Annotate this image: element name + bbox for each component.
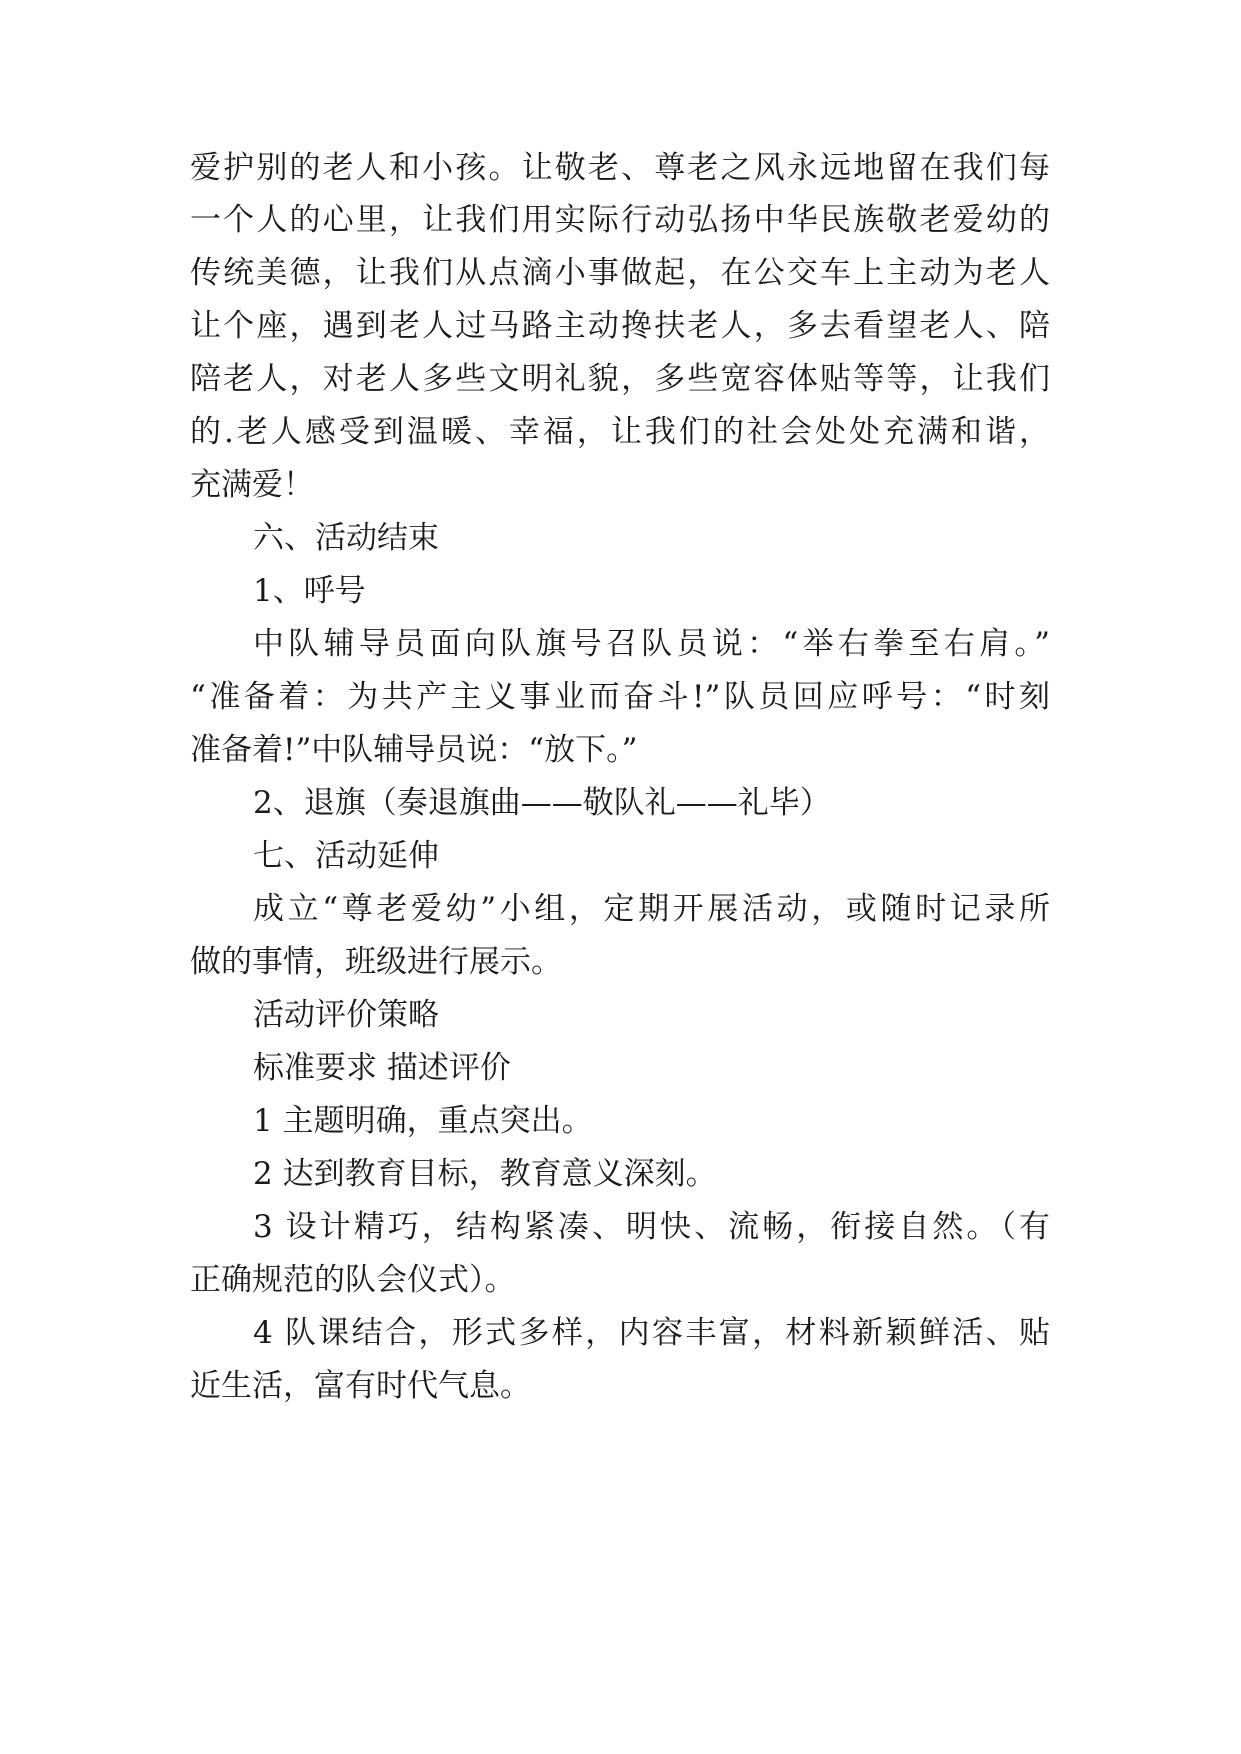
subsection-heading: 1、呼号 <box>253 573 366 609</box>
table-header-line: 标准要求 描述评价 <box>253 1050 511 1086</box>
criteria-item: 2 达到教育目标，教育意义深刻。 <box>253 1156 717 1192</box>
body-line: 让个座，遇到老人过马路主动搀扶老人，多去看望老人、陪 <box>190 308 1050 344</box>
criteria-item: 4 队课结合，形式多样，内容丰富，材料新颖鲜活、贴 <box>253 1315 1050 1351</box>
section-heading: 七、活动延伸 <box>253 838 439 874</box>
body-line: 中队辅导员面向队旗号召队员说：“举右拳至右肩。” <box>253 626 1050 662</box>
body-line: 的.老人感受到温暖、幸福，让我们的社会处处充满和谐， <box>190 414 1050 450</box>
section-heading: 活动评价策略 <box>253 997 439 1033</box>
criteria-item: 3 设计精巧，结构紧凑、明快、流畅，衔接自然。（有 <box>253 1209 1050 1245</box>
body-line: 一个人的心里，让我们用实际行动弘扬中华民族敬老爱幼的 <box>190 202 1050 238</box>
criteria-item-continued: 近生活，富有时代气息。 <box>190 1368 531 1404</box>
body-line: 做的事情，班级进行展示。 <box>190 944 562 980</box>
criteria-item: 1 主题明确，重点突出。 <box>253 1103 593 1139</box>
body-line: 传统美德，让我们从点滴小事做起，在公交车上主动为老人 <box>190 255 1050 291</box>
body-line: “准备着：为共产主义事业而奋斗!”队员回应呼号：“时刻 <box>190 679 1050 715</box>
body-line: 准备着!”中队辅导员说：“放下。” <box>190 732 638 768</box>
subsection-heading: 2、退旗（奏退旗曲——敬队礼——礼毕） <box>253 785 831 821</box>
section-heading: 六、活动结束 <box>253 520 439 556</box>
body-line: 陪老人，对老人多些文明礼貌，多些宽容体贴等等，让我们 <box>190 361 1050 397</box>
body-line: 爱护别的老人和小孩。让敬老、尊老之风永远地留在我们每 <box>190 150 1050 186</box>
criteria-item-continued: 正确规范的队会仪式）。 <box>190 1262 516 1298</box>
body-line: 充满爱！ <box>190 467 314 503</box>
body-line: 成立“尊老爱幼”小组，定期开展活动，或随时记录所 <box>253 891 1050 927</box>
